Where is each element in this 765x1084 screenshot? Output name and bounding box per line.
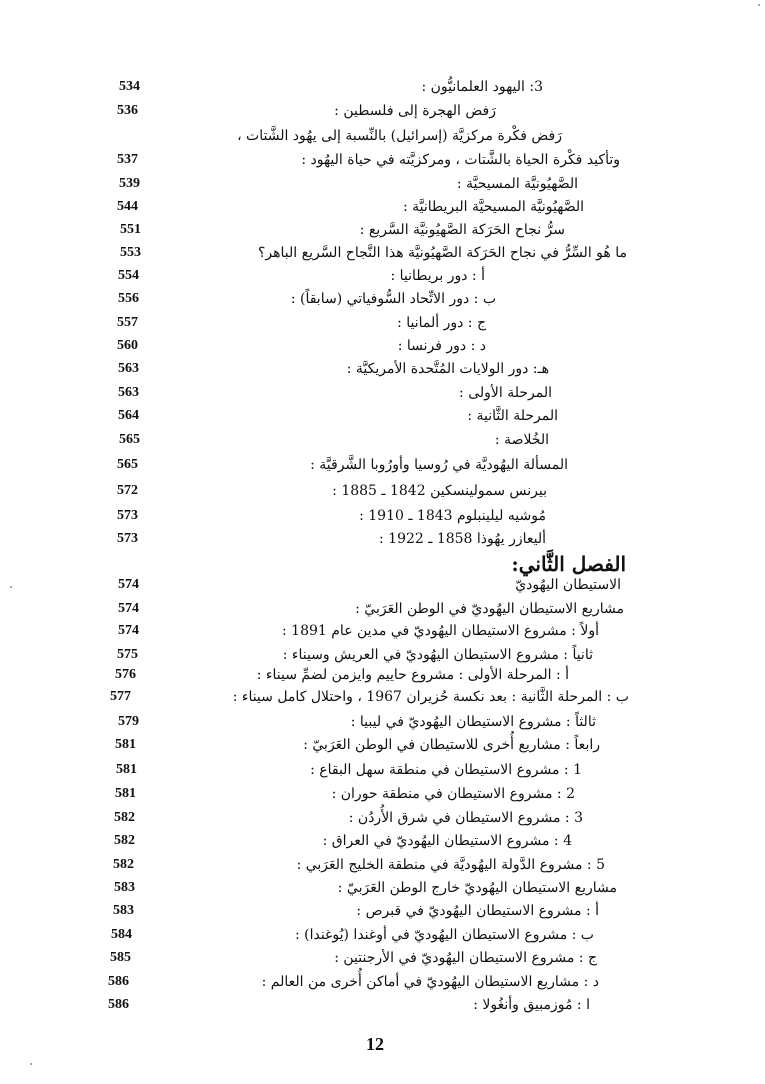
toc-entry-page-number: 556 [118, 291, 139, 306]
toc-entry-page-number: 574 [118, 601, 139, 616]
toc-entry-page-number: 551 [120, 222, 141, 237]
toc-entry-title: ب : دور الاتِّحاد السُّوفياتي (سابقاً) : [290, 291, 496, 307]
scan-speck [30, 1063, 32, 1065]
toc-entry-page-number: 564 [118, 408, 139, 423]
toc-entry-page-number: 563 [118, 385, 139, 400]
toc-entry-title: المسألة اليهُوديَّة في رُوسيا وأورُوبا الشَّرقيَّة : [310, 457, 568, 473]
toc-entry-title: ج : دور ألمانيا : [397, 315, 486, 331]
toc-entry-title: مشاريع الاستيطان اليهُوديّ في الوطن العَرَبيّ : [355, 601, 624, 617]
toc-entry-page-number: 572 [117, 483, 138, 498]
toc-entry-title: ثانياً : مشروع الاستيطان اليهُوديّ في العريش وسيناء : [282, 647, 593, 663]
toc-entry-page-number: 586 [108, 974, 129, 989]
toc-entry-title: أ : مشروع الاستيطان اليهُوديّ في قبرص : [356, 903, 599, 919]
chapter-heading: الفصل الثَّاني: [511, 552, 626, 576]
toc-entry-title: 1 : مشروع الاستيطان في منطقة سهل البقاع : [310, 762, 582, 778]
toc-entry-title: ثالثاً : مشروع الاستيطان اليهُوديّ في ليبيا : [350, 714, 596, 730]
toc-entry-page-number: 581 [115, 786, 136, 801]
toc-entry-title: 3 : مشروع الاستيطان في شرق الأُردُن : [348, 810, 583, 826]
toc-entry-page-number: 574 [118, 577, 139, 592]
toc-entry-page-number: 581 [115, 737, 136, 752]
toc-entry-page-number: 577 [110, 689, 131, 704]
scan-speck [10, 586, 12, 588]
toc-entry-title: د : دور فرنسا : [397, 338, 486, 354]
toc-entry-page-number: 544 [117, 199, 138, 214]
toc-entry-title: وتأكيد فكْرة الحياة بالشَّتات ، ومركزيَّته في حياة اليهُود : [301, 152, 620, 168]
toc-entry-title: المرحلة الثَّانية : [467, 408, 558, 424]
toc-entry-title: مشاريع الاستيطان اليهُوديّ خارج الوطن العَرَبيّ : [337, 880, 617, 896]
toc-entry-title: أولاً : مشروع الاستيطان اليهُوديّ في مدين عام 1891 : [282, 623, 599, 639]
toc-entry-title: أليعازر يهُوذا 1858 ـ 1922 : [379, 531, 546, 547]
toc-entry-page-number: 560 [117, 338, 138, 353]
toc-entry-page-number: 536 [117, 103, 138, 118]
toc-entry-title: رابعاً : مشاريع أُخرى للاستيطان في الوطن العَرَبيّ : [303, 737, 600, 753]
toc-entry-page-number: 582 [114, 833, 135, 848]
toc-entry-title: 3: اليهود العلمانيُّون : [421, 79, 543, 95]
toc-entry-title: أ : دور بريطانيا : [390, 268, 485, 284]
toc-entry-title: ب : المرحلة الثَّانية : بعد نكسة حُزيران 1967 ، واحتلال كامل سيناء : [232, 689, 629, 705]
toc-entry-title: بيرنس سمولينسكين 1842 ـ 1885 : [332, 483, 547, 499]
toc-entry-page-number: 534 [119, 79, 140, 94]
page-number-footer: 12 [366, 1034, 384, 1054]
toc-entry-title: ما هُو السِّرُّ في نجاح الحَرَكة الصَّهيُونيَّة هذا النَّجاح السَّريع الباهر؟ [257, 245, 627, 261]
toc-entry-title: 4 : مشروع الاستيطان اليهُوديّ في العراق : [322, 833, 572, 849]
toc-entry-page-number: 575 [117, 647, 138, 662]
toc-entry-title: 2 : مشروع الاستيطان في منطقة حوران : [331, 786, 575, 802]
toc-entry-title: مُوشيه ليلينبلوم 1843 ـ 1910 : [359, 508, 546, 524]
toc-entry-title: الصَّهيُونيَّة المسيحيَّة البريطانيَّة : [402, 199, 584, 215]
toc-entry-title: رَفض الهجرة إلى فلسطين : [334, 103, 496, 119]
toc-entry-page-number: 581 [116, 762, 137, 777]
toc-entry-page-number: 582 [114, 810, 135, 825]
toc-entry-page-number: 582 [113, 857, 134, 872]
toc-entry-page-number: 576 [115, 667, 136, 682]
toc-entry-page-number: 585 [110, 950, 131, 965]
toc-entry-title: ج : مشروع الاستيطان اليهُوديّ في الأرجنتين : [334, 950, 597, 966]
toc-entry-title: سرُّ نجاح الحَرَكة الصَّهيُونيَّة السَّريع : [359, 222, 565, 238]
toc-entry-page-number: 563 [118, 361, 139, 376]
toc-entry-title: هـ: دور الولايات المُتَّحدة الأمريكيَّة : [346, 361, 549, 377]
toc-entry-title: د : مشاريع الاستيطان اليهُوديّ في أماكن أُخرى من العالم : [261, 974, 599, 990]
toc-entry-page-number: 584 [111, 927, 132, 942]
scan-speck [758, 4, 760, 6]
toc-entry-page-number: 565 [119, 432, 140, 447]
toc-entry-title: رَفض فكْرة مركزيَّة (إسرائيل) بالنِّسبة إلى يهُود الشَّتات ، [237, 128, 562, 144]
toc-entry-title: ا : مُوزمبيق وأنغُولا : [473, 997, 590, 1013]
toc-entry-title: الصَّهيُونيَّة المسيحيَّة : [456, 176, 578, 192]
toc-entry-title: أ : المرحلة الأولى : مشروع حاييم وايزمن لضمِّ سيناء : [256, 667, 569, 683]
toc-entry-page-number: 573 [117, 508, 138, 523]
toc-entry-page-number: 557 [117, 315, 138, 330]
toc-entry-page-number: 553 [120, 245, 141, 260]
toc-entry-page-number: 565 [117, 457, 138, 472]
toc-entry-page-number: 579 [118, 714, 139, 729]
toc-entry-title: المرحلة الأولى : [459, 385, 552, 401]
toc-entry-page-number: 583 [113, 903, 134, 918]
toc-entry-page-number: 539 [119, 176, 140, 191]
toc-entry-page-number: 586 [108, 997, 129, 1012]
toc-entry-page-number: 573 [117, 531, 138, 546]
toc-entry-page-number: 554 [118, 268, 139, 283]
toc-entry-title: الاستيطان اليهُوديّ [515, 577, 621, 593]
toc-entry-title: ب : مشروع الاستيطان اليهُوديّ في أوغندا (يُوغندا) : [294, 927, 594, 943]
toc-entry-title: 5 : مشروع الدَّولة اليهُوديَّة في منطقة الخليج العَرَبي : [296, 857, 605, 873]
toc-entry-page-number: 574 [118, 623, 139, 638]
toc-entry-page-number: 583 [114, 880, 135, 895]
toc-entry-page-number: 537 [117, 152, 138, 167]
toc-entry-title: الخُلاصة : [494, 432, 549, 448]
